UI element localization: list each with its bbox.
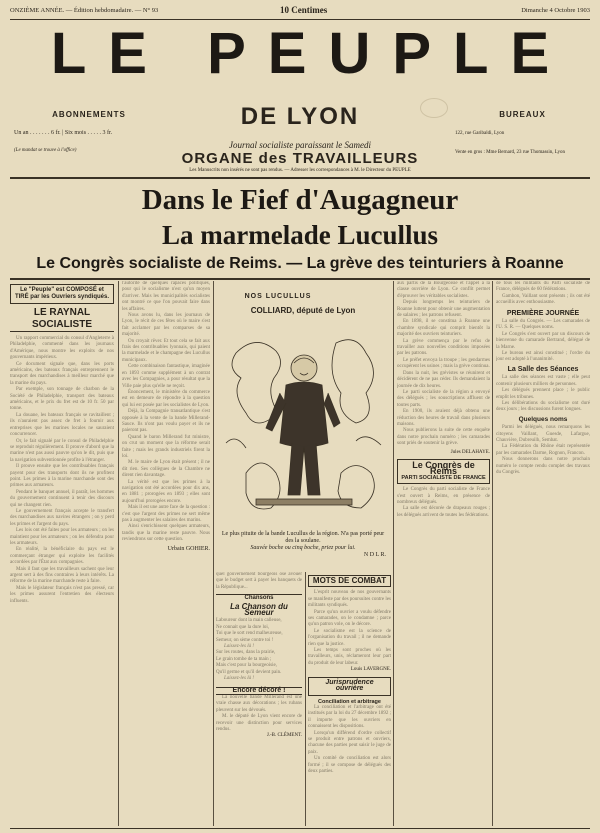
congres-body: Le Congrès du parti socialiste de France s'est ouvert à Reims, en présence de nombreux délégués. La salle est décorée de drapeaux rouges ; les délégués arrivent de toutes les fédérations.: [397, 487, 490, 518]
edition-line: [10, 7, 590, 19]
jurisprudence-subheading: Conciliation et arbitrage: [318, 698, 381, 705]
masthead-rule: [10, 177, 590, 179]
organe-title: ORGANE des TRAVAILLEURS: [181, 150, 419, 167]
journee-heading: PREMIÈRE JOURNÉE: [506, 309, 580, 317]
mots-de-combat-body: L'esprit nouveau de nos gouvernants se manifeste par des poursuites contre les militants syndiqués. Parce qu'un ouvrier a voulu défendre ses camarades, on le condamne ; parce qu'un patron vole, on le décore. Le socialisme est la science de l'organisation du travail ; il ne demande rien que la justice. Les temps sont proches où les travailleurs, unis, réclameront leur part du produit de leur labeur.: [308, 590, 391, 666]
column-rule: [118, 281, 119, 826]
signature-gohier: Urbain GOHIER.: [167, 545, 210, 552]
bureaux-address: 122, rue Garibaldi, Lyon: [455, 131, 505, 136]
roanne-signature: Jules DELAHAYE.: [450, 449, 490, 455]
journee-body: La salle du Congrès. — Les camarades de l'U. S. R. — Quelques noms. Le Congrès s'est ouvert par un discours de bienvenue du camarade Bertrand, délégué de la Marne. Le bureau est ainsi constitué ; l'ordre du jour est adopté à l'unanimité.: [496, 319, 590, 363]
column-4: [308, 572, 391, 826]
song-signature: J.-B. CLÉMENT.: [266, 733, 302, 739]
chanson-verses: Laboureur dont la main calleuse, Ne connait que la dure loi, Toi que le sort rend malheureuse, Semeur, on sème contre toi ! Laissez-les là ! Sur les routes, dans la prairie, Le grain tombe de ta main ; Mais c'est pour la bourgeoisie, Qu'il germe et qu'il devient pain. Laissez-les là !: [216, 618, 302, 682]
column-6-intro: de tous les militants du Parti socialiste de France, délégués de 60 fédérations. Gambon, Vaillant sont présents ; ils ont été accueillis avec enthousiasme.: [496, 281, 590, 306]
quelques-noms-heading: Quelques noms: [518, 415, 568, 423]
headline-main-2: La marmelade Lucullus: [161, 220, 438, 250]
tagline: Journal socialiste paraissant le Samedi: [229, 140, 371, 150]
masthead: [0, 20, 600, 130]
newspaper-subtitle: DE LYON: [240, 103, 360, 130]
seance-heading: La Salle des Séances: [507, 365, 579, 373]
syndicate-notice: Le "Peuple" est COMPOSÉ et TIRÉ par les Ouvriers syndiqués.: [10, 284, 114, 304]
column-3: [216, 572, 302, 826]
editorial-notice: Les Manuscrits non insérés ne sont pas rendus. — Adresser les correspondances à M. le Directeur du PEUPLE: [189, 168, 411, 173]
column-rule: [305, 572, 306, 826]
abonnements-price-line: Un an . . . . . . . 6 fr. | Six mois . . . . . 3 fr.: [14, 130, 113, 136]
bureaux-vente: Vente en gros : Mme Bernard, 23 rue Thomassin, Lyon: [455, 150, 566, 155]
abonnements-box: [14, 110, 164, 155]
column-1: [10, 281, 114, 826]
column-5-body: aux partis de la Bourgeoisie et l'appel à la classe ouvrière de Lyon. Ce conflit permet d'éprouver les véritables socialistes. Depuis longtemps les teinturiers de Roanne luttent pour obtenir une augmentation de salaires ; les patrons refusent. En 1898, il se constitua à Roanne une chambre syndicale qui comprit bientôt la majorité des ouvriers teinturiers. La grève commença par le refus de travailler aux nouvelles conditions imposées par les patrons. Le préfet envoya la troupe ; les gendarmes occupèrent les usines ; mais la grève continua. Dans la nuit, les grévistes se réunirent et décidèrent de ne pas céder. Ils demandaient la journée de dix heures. Le parti socialiste de la région a envoyé des délégués ; les souscriptions affluent de toutes parts. En 1900, ils avaient déjà obtenu une réduction des heures de travail dans plusieurs maisons. Nous publierons la suite de cette enquête dans notre prochain numéro ; les camarades sont priés de soutenir la grève.: [397, 281, 490, 447]
colliard-caricature-icon: [216, 323, 390, 523]
section-tag-lucullus: NOS LUCULLUS: [244, 293, 312, 300]
issue-date: Dimanche 4 Octobre 1903: [521, 7, 590, 14]
encore-decore-body: La nouvelle bande Millerand est une vraie chasse aux décorations ; les rubans pleuvent sur les dévoués. M. le député de Lyon vient encore de recevoir une distinction pour services rendus.: [216, 694, 302, 732]
edition-info: ONZIÈME ANNÉE. — Édition hebdomadaire. — N° 93: [10, 7, 159, 14]
illustration-title: COLLIARD, député de Lyon: [250, 306, 356, 315]
column-rule: [492, 281, 493, 826]
column-rule: [213, 281, 214, 826]
seance-body: La salle des séances est vaste ; elle peut contenir plusieurs milliers de personnes. Les délégués prennent place ; le public emplit les tribunes. Les délibérations du socialisme ont duré deux jours ; les discussions furent longues.: [496, 375, 590, 413]
column-2: [122, 281, 210, 826]
chanson-label: Chansons: [216, 594, 302, 601]
column-3-intro: quel gouvernement bourgeois ose avouer que le budget sert à payer les banquets de la République...: [216, 572, 302, 590]
congres-box: [397, 459, 490, 484]
bureaux-box: [455, 110, 590, 157]
caption-line-2: Sauvée boche ou cinq boche, priez pour lui.: [250, 545, 356, 551]
column-5: [397, 281, 490, 826]
headline-rule: [10, 278, 590, 280]
price: 10 Centimes: [280, 5, 328, 15]
caption-signature: N D L R.: [363, 552, 386, 558]
article-body-raynal: Un rapport commercial du consul d'Angleterre à Philadelphie, commenté dans les journaux d'Amérique, nous montre les exploits de nos gouvernants impérieux. Ce document signale que, dans les ports américains, des bateaux français entreprennent le transport des marchandises à meilleur marché que la marine du pays. Par exemple, son tonnage de charbon de la Société de Philadelphie, transport des bateaux américains, et le prix du fret est de 10 fr. 50 par tonne. La douane, les bateaux français se ravitaillent ; ils n'auraient pas assez de fret à fournir aux entreprises que les marines locales ne sauraient concurrencer. Or, le fait signalé par le consul de Philadelphie se reproduit régulièrement. Il prouve d'abord que la marine n'est pas aussi pauvre qu'on le dit, puis que la navigation subventionnée profite à l'étranger. Il prouve ensuite que les contribuables français payent pour des transports dont ils ne profitent point. Les primes à la marine marchande sont des primes aux armateurs. Pendant le banquet annuel, il paraît, les hommes du gouvernement continuent à tenir des discours qui ne changent rien. Le gouvernement français accepte le transfert des marchandises aux navires étrangers ; on y perd les primes et l'argent du pays. Les lois ont été faites pour les armateurs ; on les maintient pour les armateurs ; on les défendra pour les armateurs. En réalité, la bénéficiaire du pays est le commerçant étranger qui exploite les facilités accordées par l'État aux compagnies. Mais il faut que les travailleurs sachent que leur argent sert à des fins contraires à leurs intérêts. La réforme de la marine marchande reste à faire. Mais le législateur français n'est pas pressé, car les primes assurent l'entretien des électeurs influents.: [10, 336, 114, 604]
congres-heading: Le Congrès de Reims: [412, 459, 475, 477]
newspaper-title: LE PEUPLE: [50, 21, 572, 86]
column-6: [496, 281, 590, 826]
parti-heading: PARTI SOCIALISTE DE FRANCE: [401, 474, 486, 481]
caption-line-1: Le plus pituite de la bande Lucullus de la région. N'a pas porté peur des la soulane.: [221, 531, 385, 544]
mots-de-combat-heading: MOTS DE COMBAT: [308, 575, 391, 587]
library-stamp-icon: [420, 98, 448, 118]
jurisprudence-heading: Jurisprudence ouvrière: [308, 677, 391, 696]
chanson-title: La Chanson du Semeur: [230, 601, 288, 618]
abonnements-note: (Le mandat se trouve à l'office): [14, 148, 77, 153]
refrain-line: Laissez-les là !: [224, 644, 254, 650]
jurisprudence-body: La conciliation et l'arbitrage ont été institués par la loi du 27 décembre 1892 ; il importe que les ouvriers en connaissent les dispositions. Lorsqu'un différend d'ordre collectif se produit entre patrons et ouvriers, chacune des parties peut saisir le juge de paix. Un comité de conciliation est alors formé ; il se compose de délégués des deux parties.: [308, 704, 391, 774]
article-heading-raynal: LE RAYNAL SOCIALISTE: [10, 307, 114, 332]
encore-decore-heading: Encore décoré !: [216, 687, 302, 695]
mots-signature: Louis LAVERGNE.: [350, 667, 391, 673]
headline-main-1: Dans le Fief d'Augagneur: [141, 184, 459, 216]
bureaux-heading: BUREAUX: [499, 110, 546, 119]
illustration-block: [216, 283, 390, 563]
article-body-continued: l'autorité de quelques rapaces politiques, pour qui le socialisme n'est qu'un moyen d'arriver. Mais les municipalités socialistes ont montré ce que l'on pouvait faire dans les affaires. Nous avons lu, dans les journaux de Lyon, le récit de ces fêtes où le maire s'est fait acclamer par les comparses de sa majorité. On croyait rêver. Et tout cela se fait aux frais des contribuables lyonnais, qui paient la marmelade et le champagne des Lucullus municipaux. Cette combinaison fantastique, imaginée en 1893 comme supplément à un contrat avec les Compagnies, a pour résultat que la Ville paie plus qu'elle ne reçoit. Énoncement, le ministère du commerce est en demeure de répondre à la question qui lui est posée par les socialistes de Lyon. Déjà, la Compagnie transatlantique s'est opposée à la vente de la bande Millerand-Sauce. Ils n'ont pas voulu payer et ils ne paieront pas. Quand le baron Millerand fut ministre, on crut un moment que la réforme serait faite ; mais les grands industriels firent la loi. M. le maire de Lyon était présent ; il ne dit rien. Ses collègues de la Chambre ne dirent rien davantage. La vérité est que les primes à la navigation ont été accordées pour dix ans, en 1881 ; prorogées en 1893 ; elles sont aujourd'hui prorogées encore. Mais il est une autre face de la question : c'est que l'argent des primes ne sert même pas à augmenter les salaires des marins. Ainsi s'enrichissent quelques armateurs, tandis que la marine reste pauvre. Nous reviendrons sur cette question.: [122, 281, 210, 543]
quelques-noms-body: Parmi les délégués, nous remarquons les citoyens Vaillant, Guesde, Lafargue, Chauvière, Dubreuilh, Sembat. La Fédération du Rhône était représentée par les camarades Darme, Rognon, Francon. Nous donnerons dans notre prochain numéro le compte rendu complet des travaux du Congrès.: [496, 425, 590, 475]
column-rule: [393, 281, 394, 826]
headline-sub: Le Congrès socialiste de Reims. — La grève des teinturiers à Roanne: [36, 255, 564, 272]
refrain-line: Laissez-les là !: [224, 676, 254, 682]
abonnements-heading: ABONNEMENTS: [52, 110, 126, 119]
illustration-caption: [220, 531, 386, 559]
bottom-rule: [10, 828, 590, 829]
